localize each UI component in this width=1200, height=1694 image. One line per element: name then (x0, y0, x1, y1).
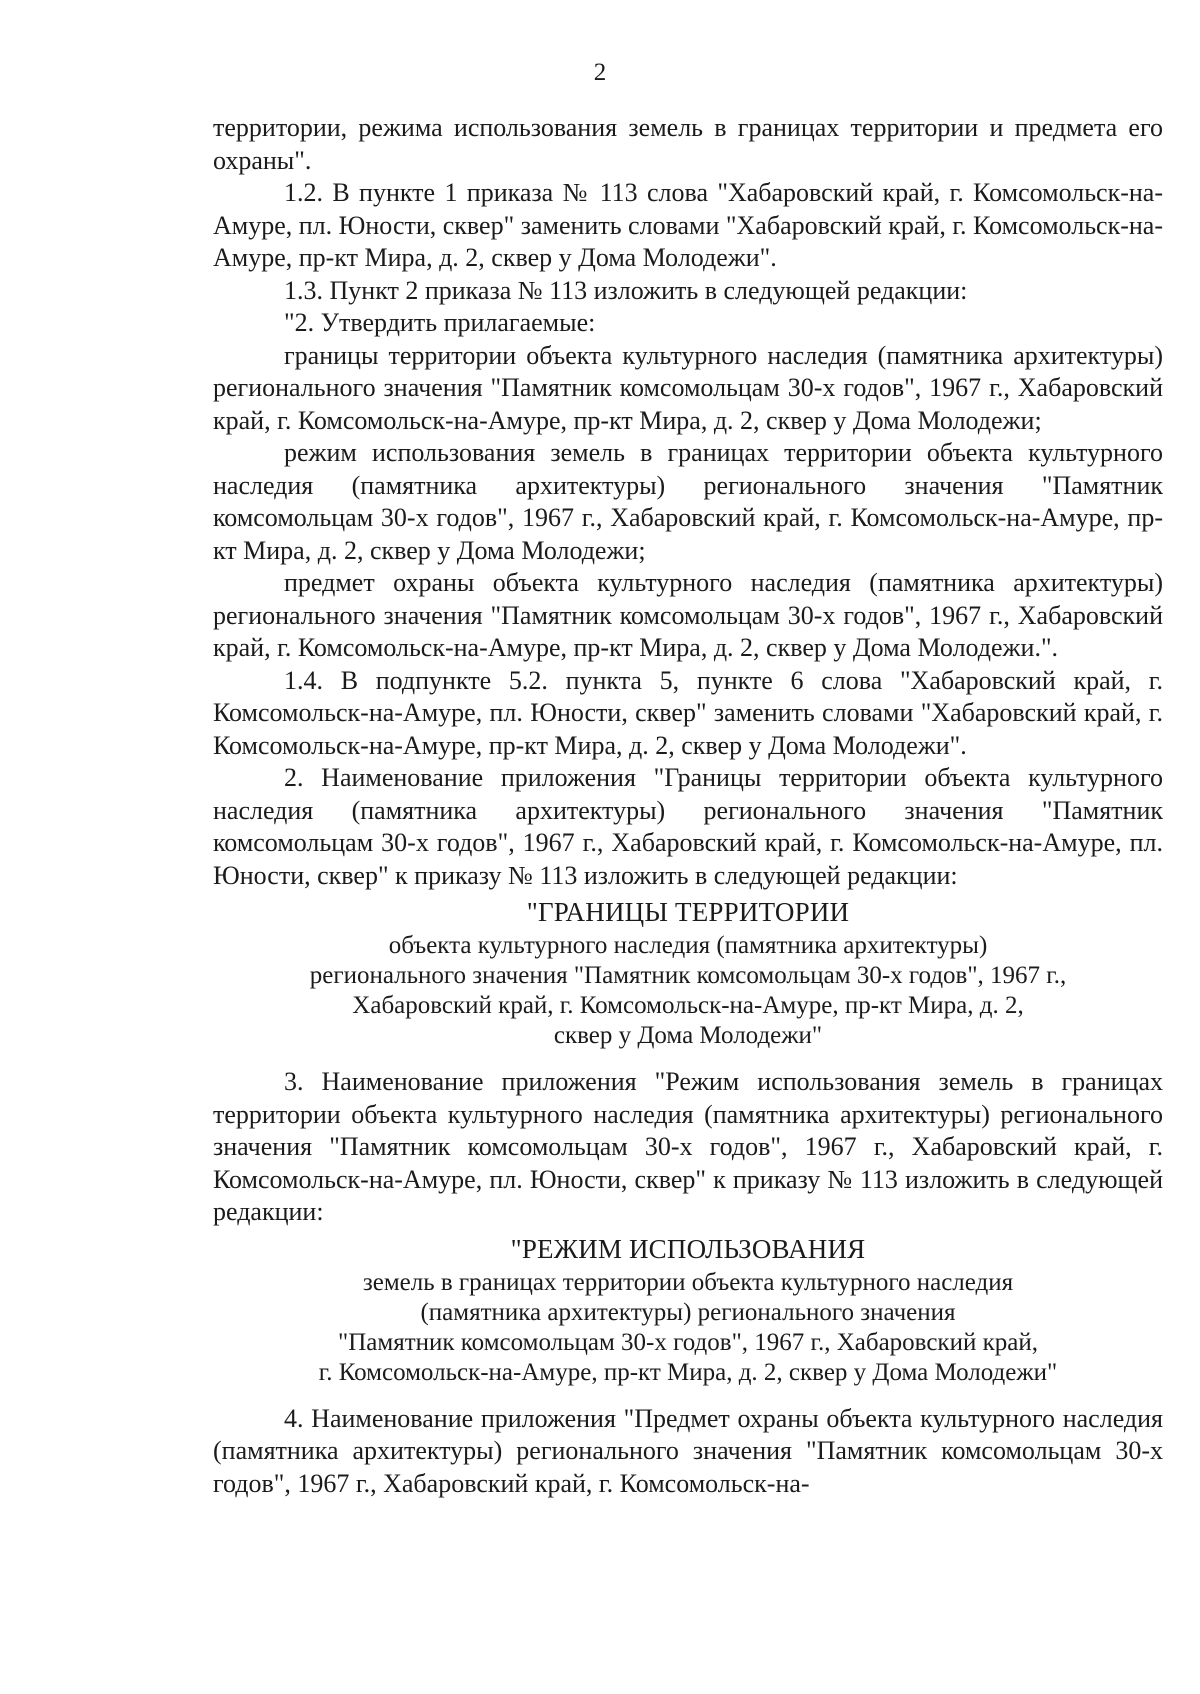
paragraph-land-use-regime: режим использования земель в границах территории объекта культурного наследия (памятника архитектуры) регионального значения "Памятник комсомольцам 30-х годов", 1967 г., Хабаровский край, г. Комсомольск-на-Амуре, пр-кт Мира, д. 2, сквер у Дома Молодежи; (213, 438, 1163, 565)
subtitle-land-use-regime (213, 1268, 1163, 1386)
page-number: 2 (593, 59, 607, 86)
subtitle-line: Хабаровский край, г. Комсомольск-на-Амуре, пр-кт Мира, д. 2, (352, 992, 1024, 1019)
paragraph-1-3: 1.3. Пункт 2 приказа № 113 изложить в следующей редакции: (284, 275, 968, 305)
heading-boundaries: "ГРАНИЦЫ ТЕРРИТОРИИ (526, 897, 850, 927)
heading-land-use-regime: "РЕЖИМ ИСПОЛЬЗОВАНИЯ (510, 1233, 866, 1264)
subtitle-line: объекта культурного наследия (памятника архитектуры) (388, 932, 988, 959)
paragraph-1-4: 1.4. В подпункте 5.2. пункта 5, пункте 6 слова "Хабаровский край, г. Комсомольск-на-Амуре, пл. Юности, сквер" заменить словами "Хабаровский край, г. Комсомольск-на-Амуре, пр-кт Мира, д. 2, сквер у Дома Молодежи". (213, 665, 1163, 760)
subtitle-line: регионального значения "Памятник комсомольцам 30-х годов", 1967 г., (309, 962, 1067, 989)
subtitle-line: (памятника архитектуры) регионального значения (420, 1298, 956, 1326)
subtitle-boundaries (213, 934, 1163, 1048)
paragraph-1-2: 1.2. В пункте 1 приказа № 113 слова "Хабаровский край, г. Комсомольск-на-Амуре, пл. Юности, сквер" заменить словами "Хабаровский край, г. Комсомольск-на-Амуре, пр-кт Мира, д. 2, сквер у Дома Молодежи". (213, 178, 1163, 272)
subtitle-line: сквер у Дома Молодежи" (553, 1022, 823, 1049)
paragraph-approve: "2. Утвердить прилагаемые: (284, 308, 596, 337)
document-body (213, 112, 1163, 1500)
paragraph-3: 3. Наименование приложения "Режим использования земель в границах территории объекта культурного наследия (памятника архитектуры) регионального значения "Памятник комсомольцам 30-х годов", 1967 г., Хабаровский край, г. Комсомольск-на-Амуре, пл. Юности, сквер" к приказу № 113 изложить в следующей редакции: (213, 1067, 1163, 1226)
paragraph-boundaries: границы территории объекта культурного наследия (памятника архитектуры) регионального значения "Памятник комсомольцам 30-х годов", 1967 г., Хабаровский край, г. Комсомольск-на-Амуре, пр-кт Мира, д. 2, сквер у Дома Молодежи; (213, 340, 1163, 435)
subtitle-line: "Памятник комсомольцам 30-х годов", 1967 г., Хабаровский край, (338, 1328, 1038, 1356)
paragraph-protection-subject: предмет охраны объекта культурного наследия (памятника архитектуры) регионального значения "Памятник комсомольцам 30-х годов", 1967 г., Хабаровский край, г. Комсомольск-на-Амуре, пр-кт Мира, д. 2, сквер у Дома Молодежи.". (213, 568, 1163, 662)
subtitle-line: земель в границах территории объекта культурного наследия (362, 1268, 1014, 1296)
paragraph-continuation: территории, режима использования земель в границах территории и предмета его охраны". (213, 113, 1163, 175)
paragraph-2: 2. Наименование приложения "Границы территории объекта культурного наследия (памятника архитектуры) регионального значения "Памятник комсомольцам 30-х годов", 1967 г., Хабаровский край, г. Комсомольск-на-Амуре, пл. Юности, сквер" к приказу № 113 изложить в следующей редакции: (213, 763, 1163, 890)
paragraph-4: 4. Наименование приложения "Предмет охраны объекта культурного наследия (памятника архитектуры) регионального значения "Памятник комсомольцам 30-х годов", 1967 г., Хабаровский край, г. Комсомольск-на- (213, 1403, 1163, 1498)
subtitle-line: г. Комсомольск-на-Амуре, пр-кт Мира, д. 2, сквер у Дома Молодежи" (318, 1358, 1058, 1386)
